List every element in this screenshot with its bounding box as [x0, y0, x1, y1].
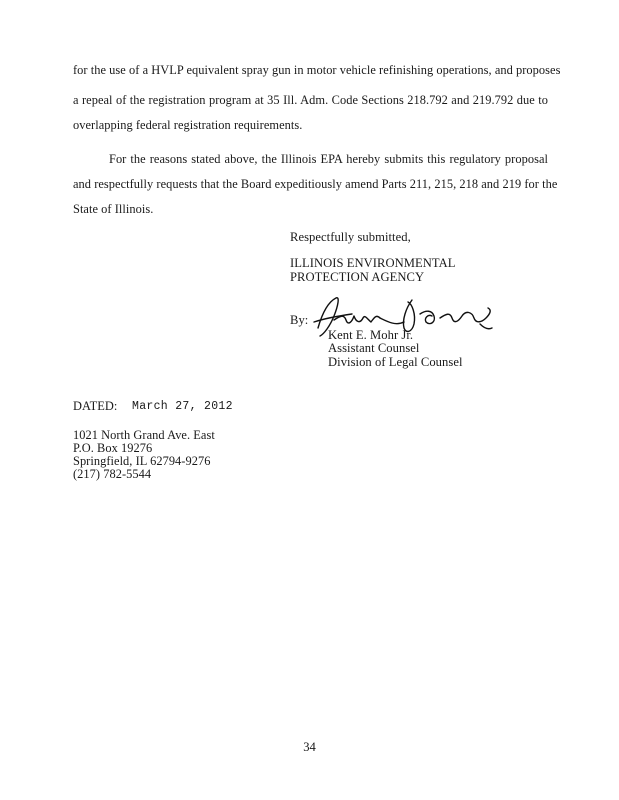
paragraph-1-line-1: for the use of a HVLP equivalent spray gun in motor vehicle refinishing operations, and proposes [73, 63, 561, 77]
dated-value: March 27, 2012 [132, 400, 233, 413]
address-line-3: Springfield, IL 62794-9276 [73, 454, 211, 468]
page-number: 34 [303, 740, 316, 754]
by-label: By: [290, 313, 309, 327]
phone-number: (217) 782-5544 [73, 467, 152, 481]
address-line-1: 1021 North Grand Ave. East [73, 428, 215, 442]
paragraph-1-line-2: a repeal of the registration program at 35 Ill. Adm. Code Sections 218.792 and 219.792 due to [73, 93, 548, 107]
address-line-2: P.O. Box 19276 [73, 441, 153, 455]
signer-division: Division of Legal Counsel [328, 355, 463, 369]
organization-line-1: ILLINOIS ENVIRONMENTAL [290, 256, 456, 270]
paragraph-2-line-1: For the reasons stated above, the Illinois EPA hereby submits this regulatory proposal [109, 152, 548, 166]
signer-name: Kent E. Mohr Jr. [328, 328, 414, 342]
paragraph-2-line-2: and respectfully requests that the Board expeditiously amend Parts 211, 215, 218 and 219 for the [73, 177, 558, 191]
closing-text: Respectfully submitted, [290, 230, 411, 244]
signer-title: Assistant Counsel [328, 341, 420, 355]
dated-label: DATED: [73, 399, 118, 413]
paragraph-1-line-3: overlapping federal registration requirements. [73, 118, 303, 132]
paragraph-2-line-3: State of Illinois. [73, 202, 154, 216]
organization-line-2: PROTECTION AGENCY [290, 270, 425, 284]
